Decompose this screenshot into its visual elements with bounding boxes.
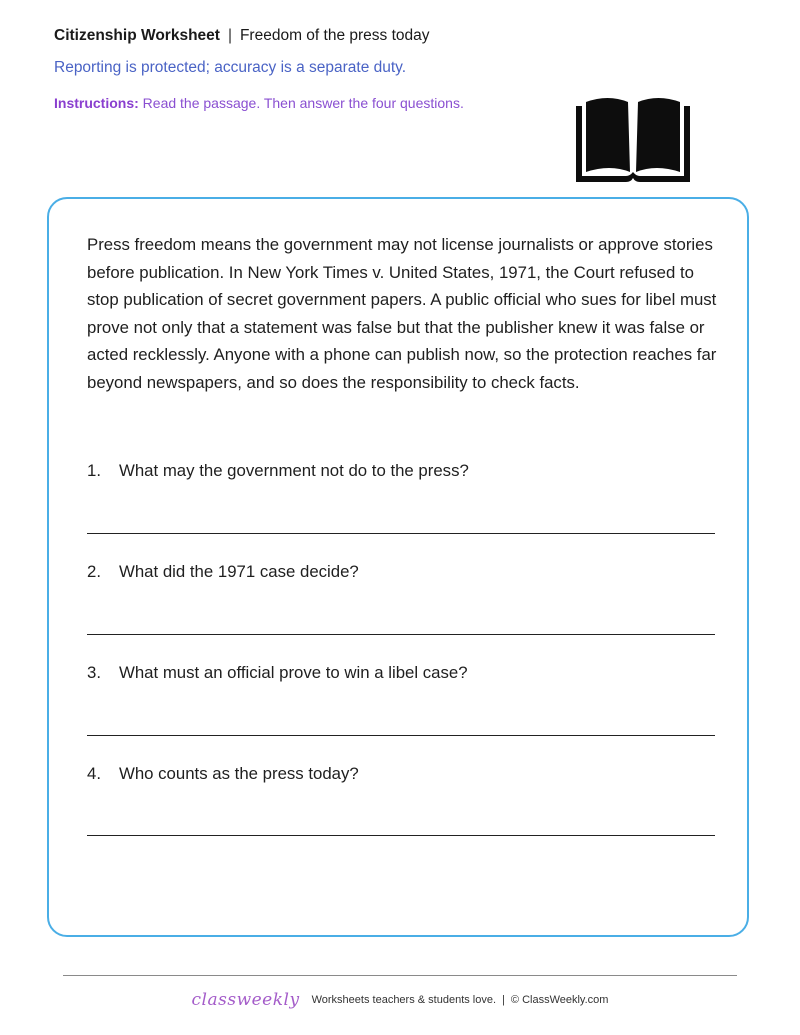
worksheet-type: Citizenship Worksheet <box>54 27 220 44</box>
worksheet-header <box>54 26 574 112</box>
reading-passage: Press freedom means the government may not license journalists or approve stories before publication. In New York Times v. United States, 1971, the Court refused to stop publication of secret government papers. A public official who sues for libel must prove not only that a statement was false but that the publisher knew it was false or acted recklessly. Anyone with a phone can publish now, so the protection reaches far beyond newspapers, and so does the responsibility to check facts. <box>87 235 717 392</box>
subtitle: Reporting is protected; accuracy is a separate duty. <box>54 59 407 76</box>
question-number: 4. <box>87 764 101 783</box>
question-4 <box>87 763 717 785</box>
question-1 <box>87 460 717 482</box>
answer-line-1[interactable] <box>87 533 715 534</box>
instructions-label: Instructions: <box>54 95 139 111</box>
footer <box>0 990 800 1010</box>
footer-separator: | <box>502 994 505 1006</box>
worksheet-topic: Freedom of the press today <box>239 27 430 44</box>
question-number: 2. <box>87 562 101 581</box>
footer-tagline: Worksheets teachers & students love. <box>311 994 497 1006</box>
question-3 <box>87 662 717 684</box>
instructions-text: Read the passage. Then answer the four questions. <box>142 95 464 111</box>
brand-logo: classweekly <box>191 990 300 1010</box>
footer-divider <box>63 975 737 976</box>
footer-copyright: © ClassWeekly.com <box>510 994 609 1006</box>
answer-line-3[interactable] <box>87 735 715 736</box>
open-book-icon <box>574 92 692 184</box>
instructions <box>54 94 574 112</box>
title-separator: | <box>227 27 232 44</box>
question-text: What did the 1971 case decide? <box>119 562 359 581</box>
question-number: 3. <box>87 663 101 682</box>
question-number: 1. <box>87 461 101 480</box>
page-title <box>54 26 574 46</box>
answer-line-2[interactable] <box>87 634 715 635</box>
question-text: Who counts as the press today? <box>119 764 359 783</box>
answer-line-4[interactable] <box>87 835 715 836</box>
passage-card <box>47 197 749 937</box>
question-text: What may the government not do to the press? <box>119 461 469 480</box>
question-2 <box>87 561 717 583</box>
question-text: What must an official prove to win a libel case? <box>119 663 468 682</box>
